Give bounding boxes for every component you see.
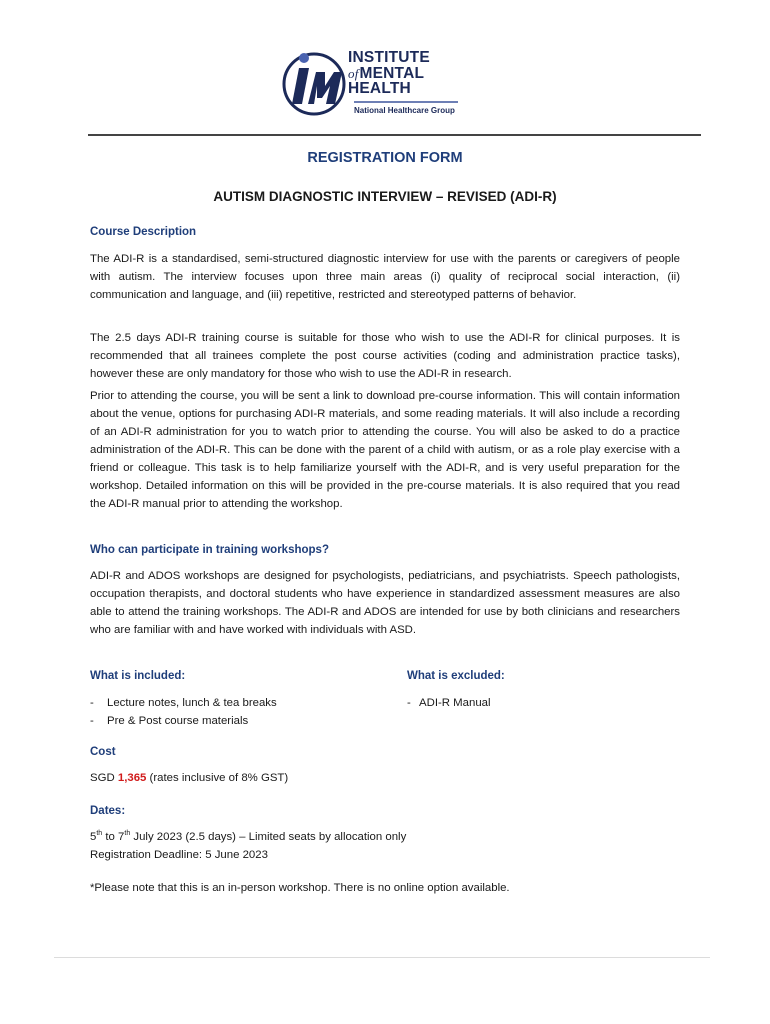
institute-name xyxy=(348,50,430,97)
list-item: - Pre & Post course materials xyxy=(90,715,249,727)
dates-line: 5th to 7th July 2023 (2.5 days) – Limited seats by allocation only xyxy=(90,830,407,843)
logo-line-mental: MENTAL xyxy=(359,64,425,82)
course-description-heading: Course Description xyxy=(90,226,197,238)
logo-line-health: HEALTH xyxy=(348,80,411,97)
excluded-heading: What is excluded: xyxy=(407,670,505,682)
course-description-p2: The 2.5 days ADI-R training course is suitable for those who wish to use the ADI-R for clinical purposes. It is recommended that all trainees complete the post course activities (coding and administration practice tasks), however these are only mandatory for those who wish to use the ADI-R in research. xyxy=(90,332,680,380)
included-heading: What is included: xyxy=(90,670,186,682)
participants-paragraph: ADI-R and ADOS workshops are designed for psychologists, pediatricians, and psychiatrists. Speech pathologists, occupation therapists, and doctoral students who have experience in standardized assessment measures are also able to attend the training workshops. The ADI-R and ADOS are intended for use by both clinicians and researchers who are familiar with and have worked with individuals with ASD. xyxy=(90,570,680,636)
list-item: - Lecture notes, lunch & tea breaks xyxy=(90,697,277,709)
page-title: REGISTRATION FORM xyxy=(307,150,463,166)
logo-group-name: National Healthcare Group xyxy=(354,106,455,115)
included-list xyxy=(90,694,380,730)
dates-heading: Dates: xyxy=(90,805,126,817)
registration-deadline: Registration Deadline: 5 June 2023 xyxy=(90,849,268,861)
list-item: - ADI-R Manual xyxy=(407,697,491,709)
institute-logo xyxy=(278,46,468,120)
cost-amount: 1,365 xyxy=(117,772,147,784)
course-description-p3: Prior to attending the course, you will be sent a link to download pre-course information. This will contain information about the venue, options for purchasing ADI-R materials, and some reading materials. It will also include a recording of an ADI-R administration for you to watch prior to attending the course. You will also be asked to do a practice administration of the ADI-R. This can be done with the parent of a child with autism, or as a role play exercise with a friend or colleague. This task is to help familiarize yourself with the ADI-R, and is very useful preparation for the workshop. Detailed information on this will be provided in the pre-course materials. It is also required that you read the ADI-R manual prior to attending the workshop. xyxy=(90,390,680,510)
cost-line xyxy=(90,769,680,787)
cost-currency: SGD xyxy=(90,772,115,784)
imh-emblem-icon xyxy=(278,46,350,118)
logo-of: of xyxy=(348,65,359,81)
participants-heading: Who can participate in training workshops? xyxy=(90,544,329,556)
logo-line-institute: INSTITUTE xyxy=(348,49,430,66)
cost-heading: Cost xyxy=(90,746,116,758)
in-person-note: *Please note that this is an in-person workshop. There is no online option available. xyxy=(90,882,510,894)
course-title: AUTISM DIAGNOSTIC INTERVIEW – REVISED (ADI-R) xyxy=(213,189,557,204)
excluded-list xyxy=(407,694,667,712)
footer-divider xyxy=(54,957,710,958)
cost-note: (rates inclusive of 8% GST) xyxy=(149,772,289,784)
header-divider xyxy=(88,134,701,136)
logo-divider xyxy=(354,101,458,103)
course-description-p1: The ADI-R is a standardised, semi-structured diagnostic interview for use with the parents or caregivers of people with autism. The interview focuses upon three main areas (i) quality of reciprocal social interaction, (ii) communication and language, and (iii) repetitive, restricted and stereotyped patterns of behavior. xyxy=(90,253,680,301)
